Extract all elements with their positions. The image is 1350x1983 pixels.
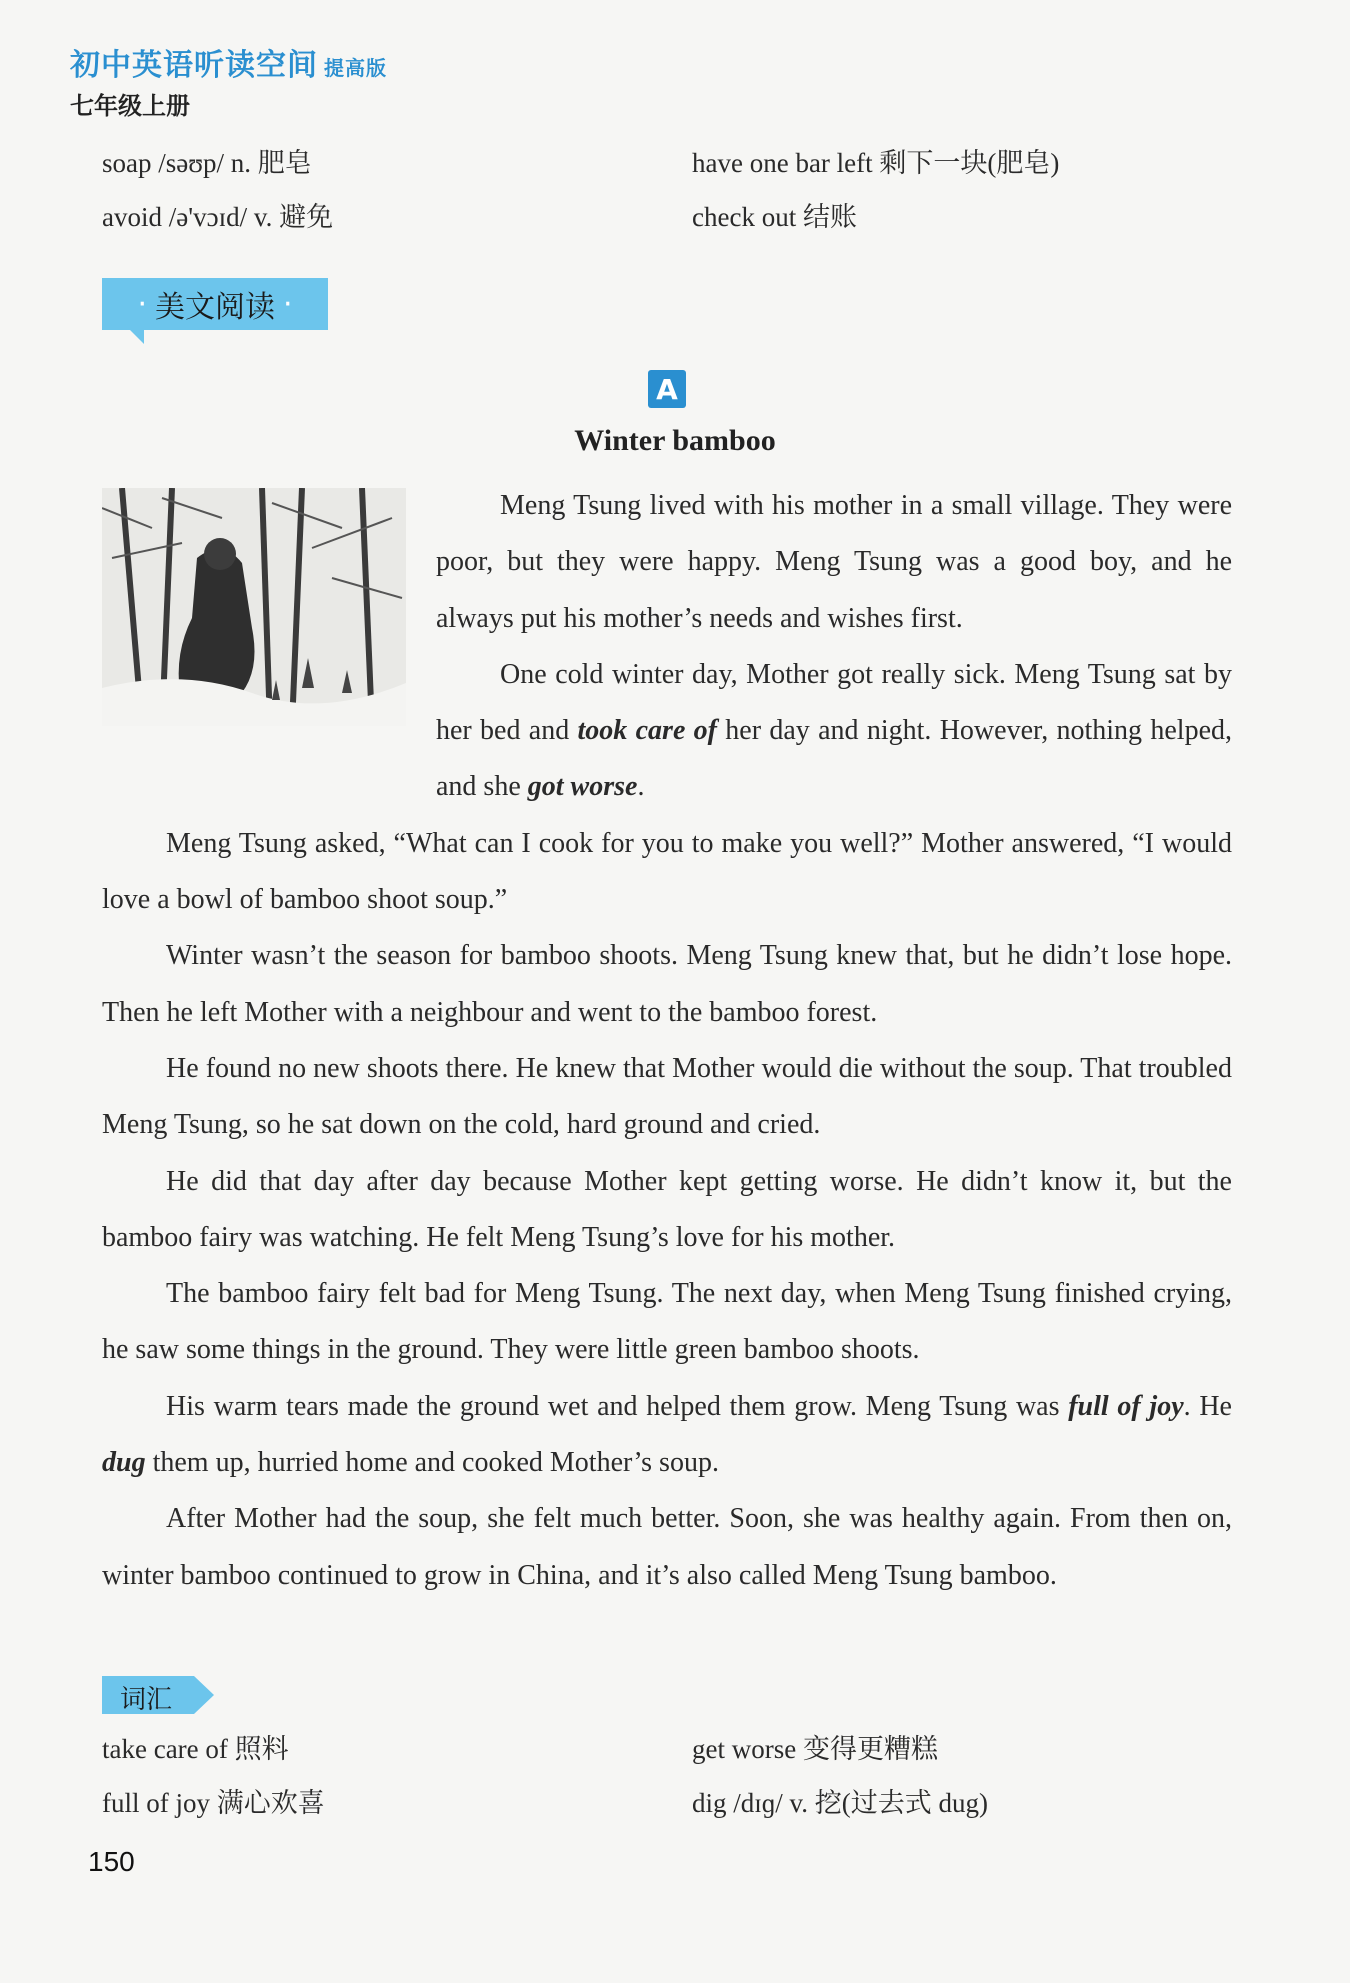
text-run: One cold winter day, Mother got really sick. Meng Tsung sat by her bed and bbox=[436, 658, 1232, 747]
section-tag-label: · 美文阅读 bbox=[155, 290, 275, 325]
paragraph-4: Winter wasn’t the season for bamboo shoots. Meng Tsung knew that, but he didn’t lose hope. Then he left Mother with a neighbour and went to the bamboo forest. bbox=[102, 940, 1232, 1028]
article-title: Winter bamboo bbox=[574, 424, 776, 457]
text-run: her day and night. However, nothing helped, and she bbox=[436, 715, 1233, 803]
vocab-tag-label: 词汇 bbox=[120, 1685, 173, 1715]
paragraph-3: Meng Tsung asked, “What can I cook for you to make you well?” Mother answered, “I would love a bowl of bamboo shoot soup.” bbox=[102, 827, 1232, 916]
paragraph-9: After Mother had the soup, she felt much better. Soon, she was healthy again. From then on, winter bamboo continued to grow in China, and it’s also called Meng Tsung bamboo. bbox=[102, 1503, 1232, 1591]
article-letter-badge: A bbox=[648, 370, 686, 408]
paragraph-1: Meng Tsung lived with his mother in a small village. They were poor, but they were happy. Meng Tsung was a good boy, and he always put his mother’s needs and wishes first. bbox=[436, 490, 1232, 634]
key-phrase-got-worse: got worse bbox=[527, 771, 638, 803]
paragraph-5: He found no new shoots there. He knew that Mother would die without the soup. That troubled Meng Tsung, so he sat down on the cold, hard ground and cried. bbox=[102, 1052, 1232, 1141]
key-phrase-full-of-joy: full of joy bbox=[1068, 1390, 1184, 1422]
paragraph-7: The bamboo fairy felt bad for Meng Tsung. The next day, when Meng Tsung finished crying, he saw some things in the ground. They were little green bamboo shoots. bbox=[102, 1278, 1232, 1366]
section-tag-vocabulary bbox=[102, 1676, 212, 1714]
text-run: them up, hurried home and cooked Mother’s soup. bbox=[145, 1447, 719, 1479]
vocab-item: dig /dɪɡ/ v. 挖(过去式 dug) bbox=[692, 1788, 988, 1818]
grade-label: 七年级上册 bbox=[70, 91, 190, 120]
vocab-item: get worse 变得更糟糕 bbox=[692, 1734, 938, 1764]
vocab-item: soap /səʊp/ n. 肥皂 bbox=[102, 148, 312, 178]
key-phrase-took-care-of: took care of bbox=[577, 715, 717, 747]
vocab-item: take care of 照料 bbox=[102, 1734, 289, 1764]
paragraph-8 bbox=[102, 1379, 1232, 1492]
vocab-list-top bbox=[102, 140, 1252, 240]
paragraph-6: He did that day after day because Mother kept getting worse. He didn’t know it, but the bamboo fairy was watching. He felt Meng Tsung’s love for his mother. bbox=[102, 1165, 1232, 1253]
vocab-list-bottom bbox=[102, 1726, 1252, 1826]
book-title-text: 初中英语听读空间 bbox=[70, 48, 318, 83]
vocab-item: avoid /ə'vɔɪd/ v. 避免 bbox=[102, 202, 334, 232]
text-run: His warm tears made the ground wet and helped them grow. Meng Tsung was bbox=[166, 1390, 1069, 1422]
book-title bbox=[70, 40, 387, 84]
edition-label: 提高版 bbox=[324, 56, 387, 80]
vocab-item: check out 结账 bbox=[692, 202, 857, 232]
vocab-item: have one bar left 剩下一块(肥皂) bbox=[692, 148, 1060, 178]
page-number: 150 bbox=[88, 1846, 135, 1877]
tag-tail bbox=[130, 330, 144, 344]
key-phrase-dug: dug bbox=[102, 1447, 146, 1479]
vocab-item: full of joy 满心欢喜 bbox=[102, 1788, 325, 1818]
man-kneeling-in-snowy-bamboo-forest-image bbox=[102, 488, 406, 726]
text-run: . bbox=[637, 771, 645, 803]
section-tag-reading bbox=[102, 278, 328, 330]
text-run: . He bbox=[1183, 1390, 1232, 1422]
